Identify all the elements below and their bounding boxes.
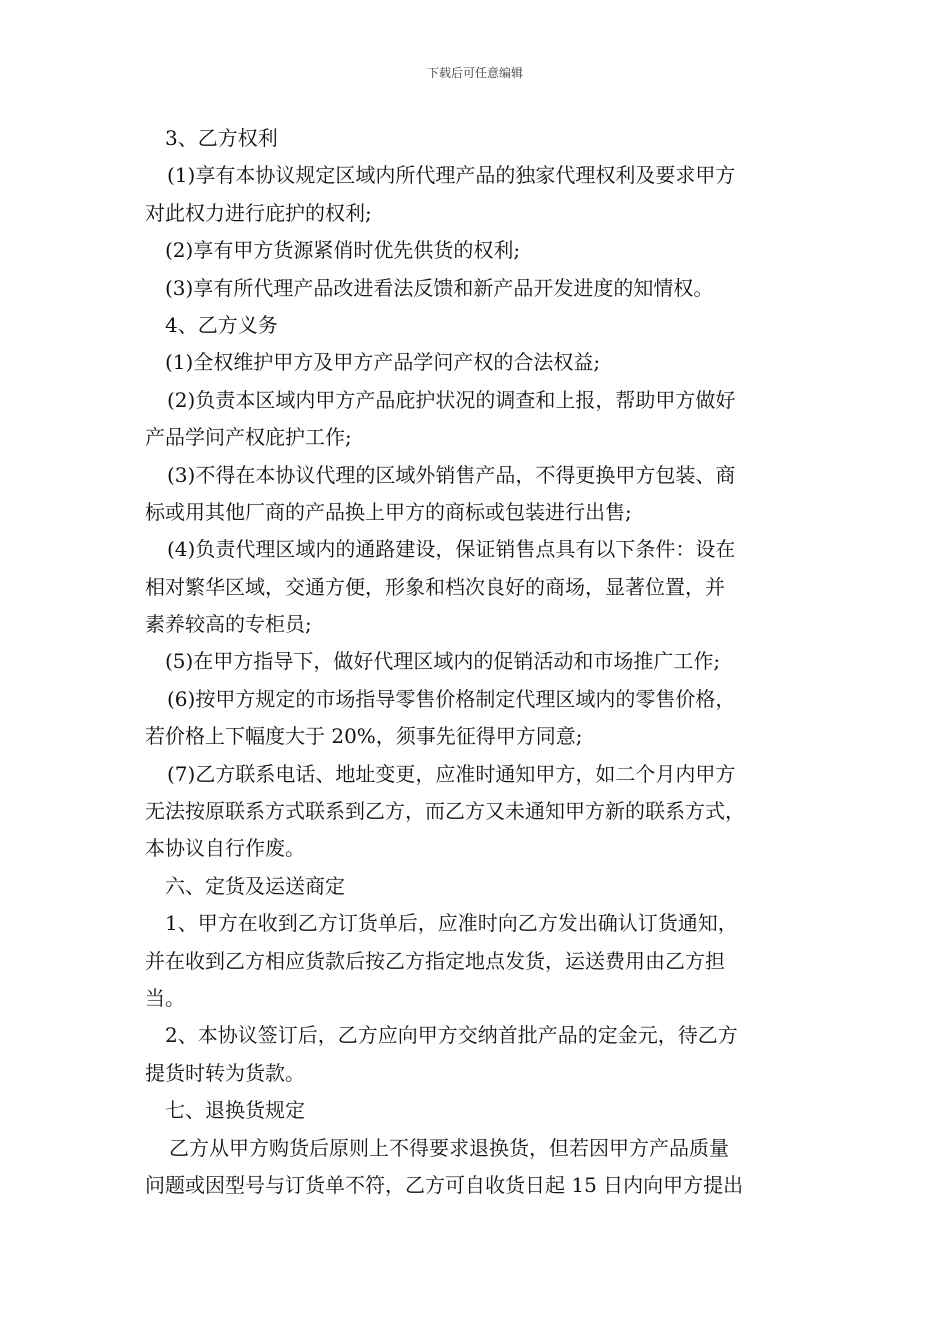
text-line: 3、乙方权利: [165, 126, 278, 150]
text-line: 提货时转为货款。: [145, 1060, 305, 1085]
text-line: (5)在甲方指导下，做好代理区域内的促销活动和市场推广工作;: [165, 649, 721, 674]
text-line: (4)负责代理区域内的通路建设，保证销售点具有以下条件：设在: [167, 537, 736, 562]
text-line: 问题或因型号与订货单不符，乙方可自收货日起 15 日内向甲方提出: [145, 1172, 744, 1197]
text-line: 2、本协议签订后，乙方应向甲方交纳首批产品的定金元，待乙方: [165, 1023, 738, 1048]
text-line: 本协议自行作废。: [145, 836, 305, 861]
text-line: (7)乙方联系电话、地址变更，应准时通知甲方，如二个月内甲方: [167, 761, 736, 786]
text-line: 当。: [145, 985, 185, 1010]
text-line: 标或用其他厂商的产品换上甲方的商标或包装进行出售;: [145, 499, 632, 524]
text-line: 产品学问产权庇护工作;: [145, 425, 352, 450]
page-header: 下载后可任意编辑: [426, 66, 523, 80]
text-line: (1)全权维护甲方及甲方产品学问产权的合法权益;: [165, 350, 601, 375]
text-line: 七、退换货规定: [165, 1098, 305, 1123]
document-body: [145, 120, 817, 1204]
text-line: 六、定货及运送商定: [165, 873, 345, 898]
text-line: 1、甲方在收到乙方订货单后，应准时向乙方发出确认订货通知，: [165, 911, 738, 936]
text-line: 乙方从甲方购货后原则上不得要求退换货，但若因甲方产品质量: [169, 1135, 729, 1160]
text-line: 并在收到乙方相应货款后按乙方指定地点发货，运送费用由乙方担: [145, 948, 725, 973]
text-line: (2)享有甲方货源紧俏时优先供货的权利;: [165, 238, 521, 263]
text-line: 对此权力进行庇护的权利;: [145, 200, 372, 225]
text-line: (2)负责本区域内甲方产品庇护状况的调查和上报，帮助甲方做好: [167, 387, 736, 412]
text-line: 素养较高的专柜员;: [145, 612, 312, 637]
text-line: (3)不得在本协议代理的区域外销售产品，不得更换甲方包装、商: [167, 462, 736, 487]
text-line: (6)按甲方规定的市场指导零售价格制定代理区域内的零售价格，: [167, 686, 736, 711]
text-line: 无法按原联系方式联系到乙方，而乙方又未通知甲方新的联系方式，: [145, 799, 745, 824]
text-line: (3)享有所代理产品改进看法反馈和新产品开发进度的知情权。: [165, 275, 714, 300]
text-line: 相对繁华区域，交通方便，形象和档次良好的商场，显著位置，并: [145, 574, 725, 599]
text-line: 若价格上下幅度大于 20%，须事先征得甲方同意;: [145, 724, 583, 749]
text-line: (1)享有本协议规定区域内所代理产品的独家代理权利及要求甲方: [167, 163, 736, 188]
text-line: 4、乙方义务: [165, 312, 278, 337]
